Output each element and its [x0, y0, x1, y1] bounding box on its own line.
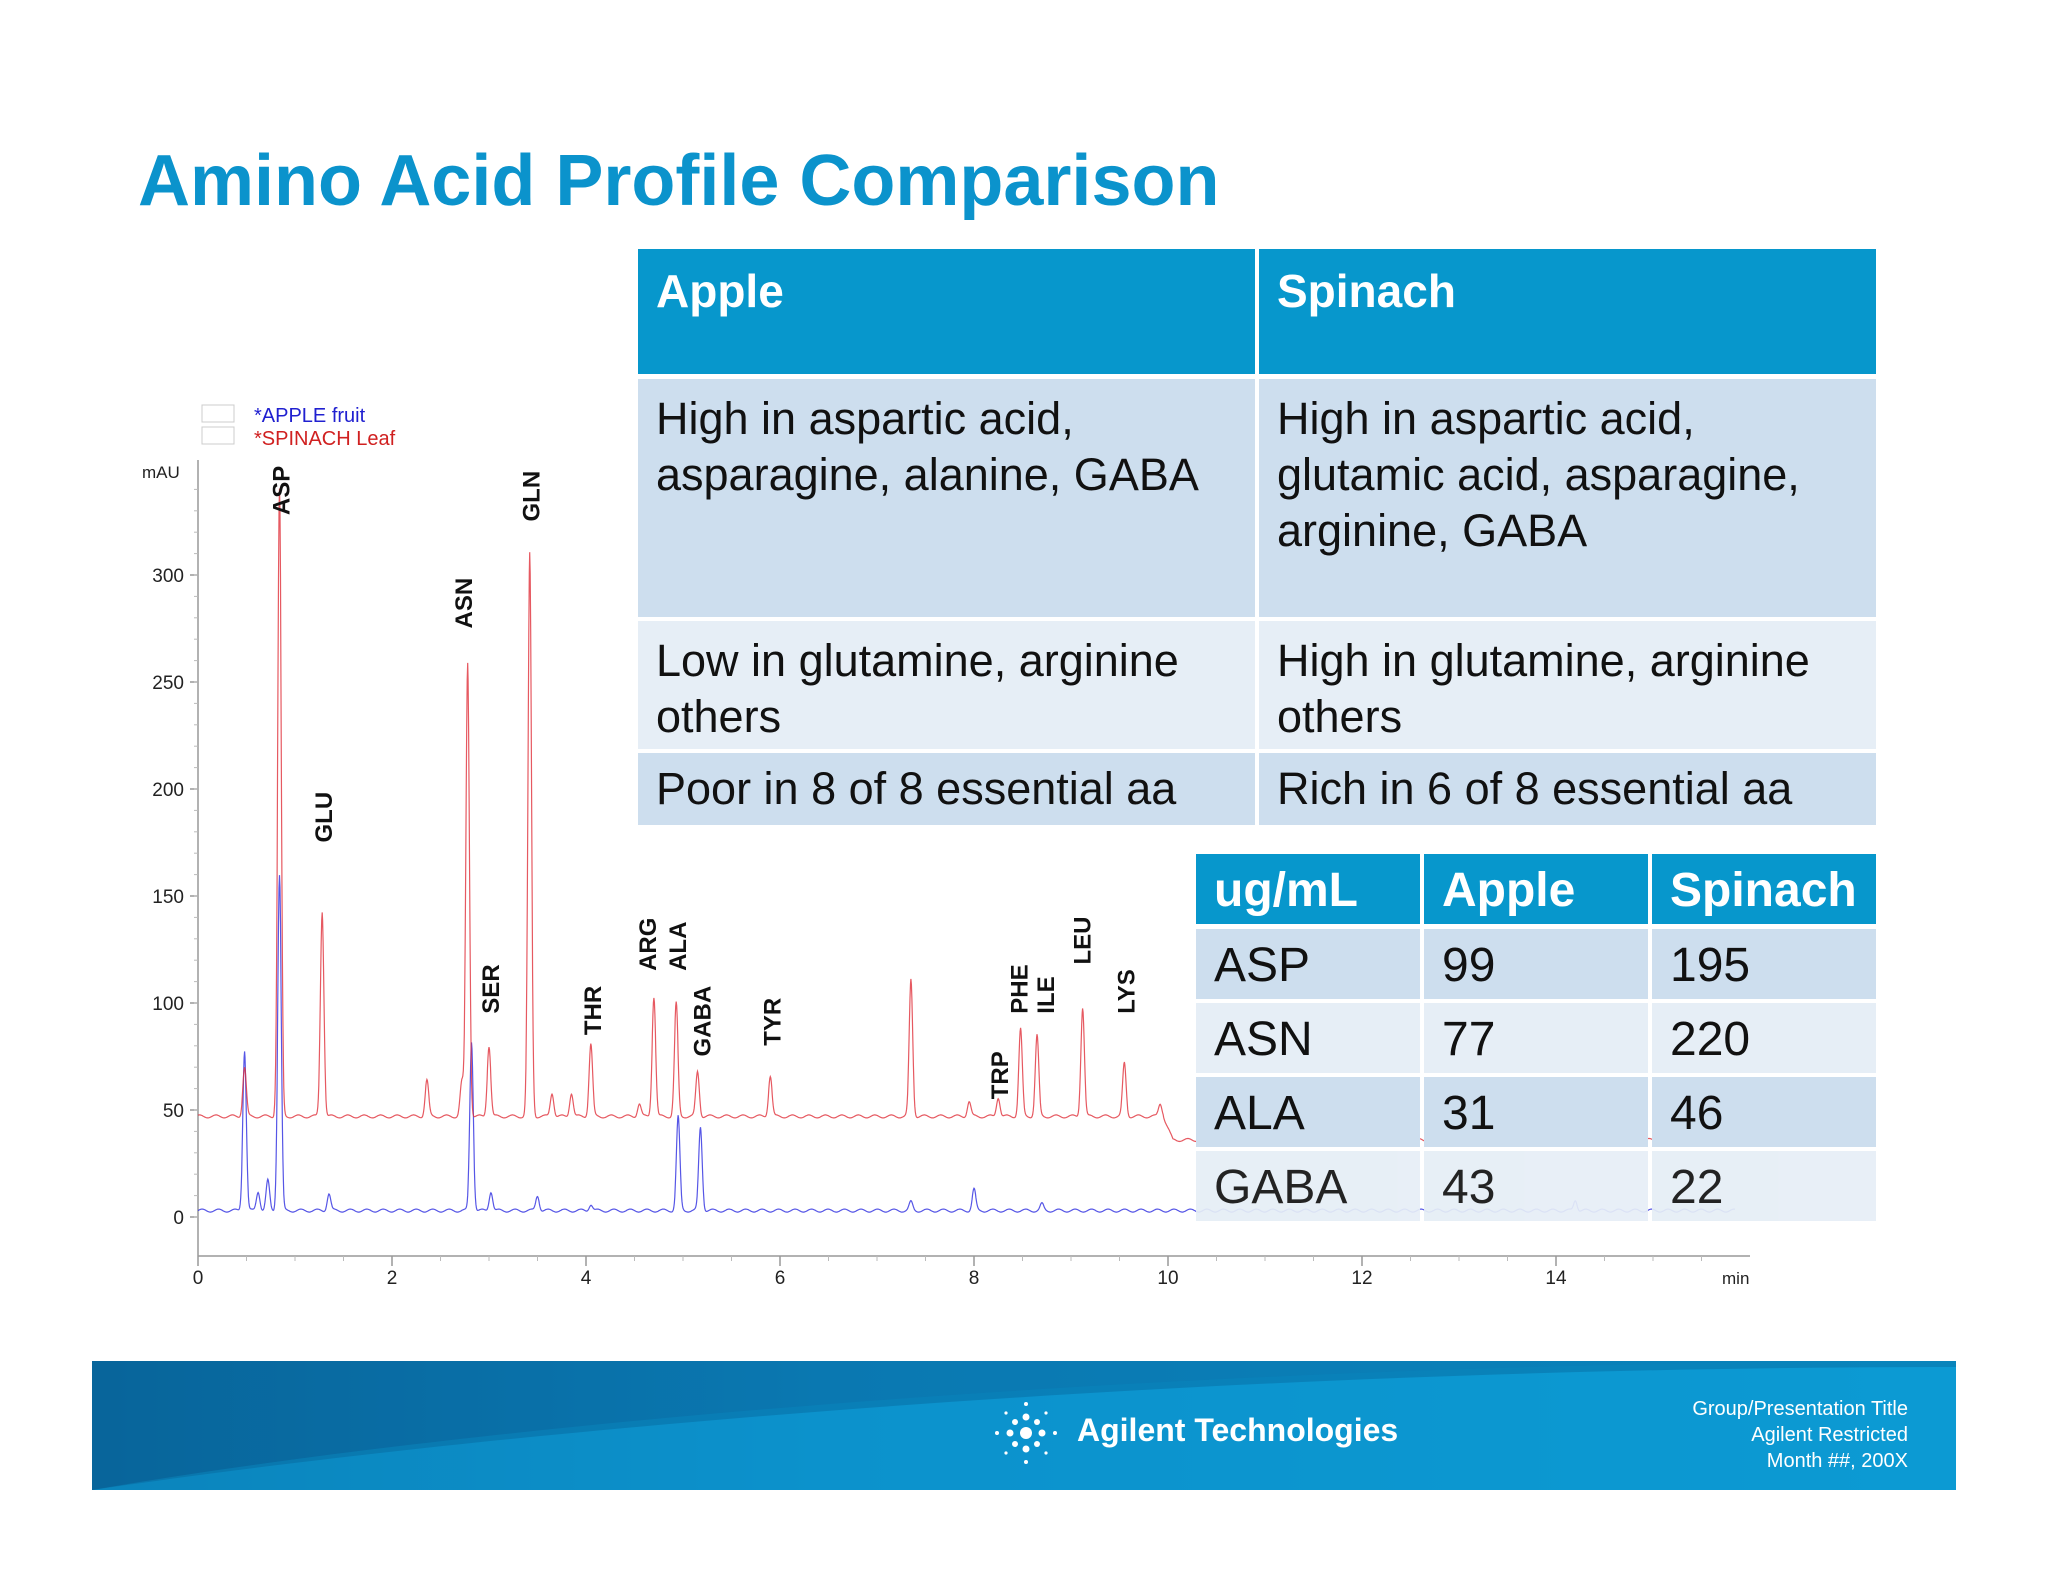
cmp-row2-spinach: High in glutamine, arginine others	[1259, 621, 1876, 749]
quant-cell: 77	[1424, 1003, 1648, 1073]
chart-legend	[202, 405, 396, 450]
agilent-spark-icon	[988, 1395, 1064, 1471]
quant-cell: GABA	[1196, 1151, 1420, 1221]
quant-cell: 99	[1424, 929, 1648, 999]
quant-cell: 195	[1652, 929, 1876, 999]
peak-label-ile: ILE	[1032, 976, 1060, 1014]
y-axis-label: mAU	[142, 463, 180, 482]
x-tick-label: 6	[774, 1268, 786, 1289]
x-tick-label: 0	[192, 1268, 204, 1289]
footer-presentation-title: Group/Presentation Title	[1692, 1398, 1908, 1420]
quant-header-apple: Apple	[1424, 854, 1648, 924]
quant-cell: 220	[1652, 1003, 1876, 1073]
footer-restriction: Agilent Restricted	[1751, 1424, 1908, 1446]
cmp-row1-apple: High in aspartic acid, asparagine, alanine, GABA	[638, 379, 1255, 617]
peak-label-ala: ALA	[665, 921, 693, 971]
quant-cell: ASP	[1196, 929, 1420, 999]
quant-cell: 43	[1424, 1151, 1648, 1221]
peak-label-arg: ARG	[635, 917, 663, 971]
legend-swatch-spinach	[202, 427, 234, 444]
cmp-header-spinach: Spinach	[1259, 249, 1876, 374]
quant-header-spinach: Spinach	[1652, 854, 1876, 924]
quant-cell: 46	[1652, 1077, 1876, 1147]
peak-label-asp: ASP	[268, 465, 296, 516]
peak-label-leu: LEU	[1069, 916, 1097, 965]
cmp-row3-spinach: Rich in 6 of 8 essential aa	[1259, 753, 1876, 825]
peak-label-glu: GLU	[311, 791, 339, 843]
y-tick-label: 250	[152, 673, 184, 694]
peak-label-tyr: TYR	[759, 997, 787, 1046]
cmp-header-apple: Apple	[638, 249, 1255, 374]
footer-date: Month ##, 200X	[1766, 1450, 1908, 1472]
y-tick-label: 0	[173, 1208, 184, 1229]
y-tick-label: 150	[152, 887, 184, 908]
cmp-row2-apple: Low in glutamine, arginine others	[638, 621, 1255, 749]
x-tick-label: 4	[580, 1268, 592, 1289]
cmp-row3-apple: Poor in 8 of 8 essential aa	[638, 753, 1255, 825]
peak-label-lys: LYS	[1113, 969, 1141, 1014]
quant-cell: 22	[1652, 1151, 1876, 1221]
peak-label-phe: PHE	[1006, 964, 1034, 1014]
quant-cell: 31	[1424, 1077, 1648, 1147]
cmp-row1-spinach: High in aspartic acid, glutamic acid, asparagine, arginine, GABA	[1259, 379, 1876, 617]
x-tick-label: 10	[1157, 1268, 1179, 1289]
agilent-logo-text: Agilent Technologies	[1077, 1412, 1399, 1448]
x-tick-label: 14	[1545, 1268, 1567, 1289]
x-tick-label: 12	[1351, 1268, 1373, 1289]
peak-label-trp: TRP	[987, 1051, 1015, 1100]
y-tick-label: 200	[152, 780, 184, 801]
y-tick-label: 50	[162, 1101, 184, 1122]
peak-label-thr: THR	[579, 985, 607, 1036]
legend-apple: *APPLE fruit	[254, 405, 366, 427]
y-tick-label: 300	[152, 566, 184, 587]
page-title: Amino Acid Profile Comparison	[138, 141, 1220, 221]
quant-header-unit: ug/mL	[1196, 854, 1420, 924]
peak-label-gaba: GABA	[689, 985, 717, 1057]
footer-info	[1692, 1396, 1908, 1474]
quant-cell: ALA	[1196, 1077, 1420, 1147]
x-tick-label: 2	[386, 1268, 398, 1289]
peak-label-asn: ASN	[450, 577, 478, 629]
x-tick-label: 8	[968, 1268, 980, 1289]
legend-swatch-apple	[202, 405, 234, 422]
peak-label-ser: SER	[478, 964, 505, 1014]
x-axis-label: min	[1722, 1269, 1750, 1288]
legend-spinach: *SPINACH Leaf	[254, 428, 396, 450]
quant-cell: ASN	[1196, 1003, 1420, 1073]
peak-label-gln: GLN	[518, 470, 546, 522]
y-tick-label: 100	[152, 994, 184, 1015]
